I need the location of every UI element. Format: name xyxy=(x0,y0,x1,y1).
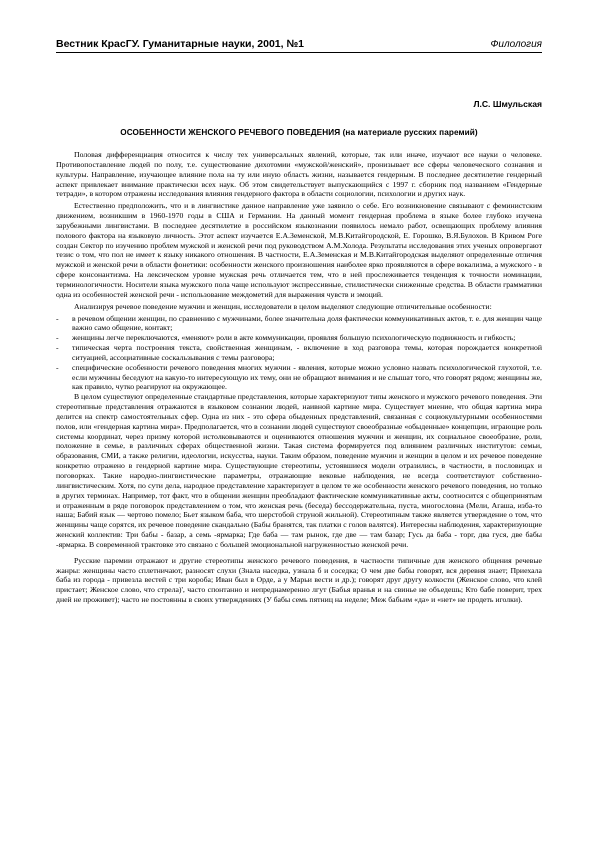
running-header xyxy=(56,34,542,53)
article-body xyxy=(56,150,542,607)
paragraph: Половая дифференциация относится к числу тех универсальных явлений, которые, так или иначе, изучают все науки о человеке. Противопоставление людей по полу, т.е. существование дихотомии «мужской/женский», пронизывает все сферы человеческого сознания и культуры. Направление, изучающее влияние пола на ту или иную область жизни, называется гендерным. В последнее десятилетие гендерный аспект привлекает внимание практически всех наук. Об этом свидетельствует выпускающийся с 1997 г. сборник под названием «Гендерные тетради», в котором отражены исследования влияния гендерного фактора в области социологии, психологии и других наук. xyxy=(56,150,542,199)
list-dash: - xyxy=(56,313,59,323)
paragraph: Естественно предположить, что и в лингвистике данное направление уже заявило о себе. Его возникновение связывают с феминистским движением, возникшим в 1960-1970 годы в США и Германии. На данный момент гендерная проблема в языке более глубоко изучена зарубежными лингвистами. В последнее десятилетие в российском языкознании появилось немало работ, освещающих проблему влияния полового фактора на языковую личность. Этот аспект изучается Е.А.Земенской, М.В.Китайгородской, Е. Горошко, В.Я.Булохов. В Кривом Роге создан Сектор по изучению проблем мужской и женской речи под руководством А.М.Холода. Результаты исследования этих ученых опровергают тезис о том, что пол не имеет к языку никакого отношения. В частности, Е.А.Земенская и М.В.Китайгородская выделяют определенные отличия мужской и женской речи в области фонетики: особенности женского произношения наиболее ярко проявляются в сфере вокализма, а мужского - в сфере консонантизма. На лексическом уровне мужская речь отличается тем, что в ней прослеживается тенденция к точности номинации, терминологичности. Носители языка мужского пола чаще используют экспрессивные, стилистически сниженные средства. В области грамматики одна из особенностей женской речи - использование междометий для выражения чувств и эмоций. xyxy=(56,201,542,299)
paragraph: В целом существуют определенные стандартные представления, которые характеризуют типы женского и мужского речевого поведения. Эти стереотипные представления отражаются в языковом сознании людей, наивной картине мира. Существует мнение, что общая картина мира делится на спектр самостоятельных сфер. Одна из них - это сфера обыденных представлений, связанная с социокультурными особенностями полов, или «гендерная картина мира». Предполагается, что в сознании людей существуют своеобразные «обыденные» концепции, играющие роль системы координат, через призму которой истолковываются и оцениваются отношения мужчин и женщин, их социальное своеобразие, роли, положение в семье, в различных сферах общественной жизни. Такая система формируется под влиянием различных институтов: семьи, образования, СМИ, а также религии, идеологии, искусства, науки. Таким образом, поведение мужчин и женщин в целом и их речевое поведение конкретно отражено в гендерной картине мира. Существующие стереотипы, устоявшиеся модели отразились, в частности, в пословицах и поговорках. Такие народно-лингвистические параметры, отражающие вековые наблюдения, не всегда соответствуют собственно-лингвистическим. Хотя, по сути дела, народное представление характеризует в целом те же особенности женского речевого поведения, но только в других терминах. Например, тот факт, что в общении женщин преобладают фактические коммуникативные акты, соотносится с общепринятым и отраженным в ряде поговорок представлением о том, что женская речь (беседа) бессодержательна, пуста, многословна (Мели, Агаша, изба-то наша; Бабий язык — чертово помело; Бьет языком баба, что шерстобой струной жильной). Стереотипным также является утверждение о том, что женщины чаще сорятся, их речевое поведение скандально (Бабы бранятся, так платки с голов валятся). Интересны наблюдения, характеризующие женский коллектив: Три бабы - базар, а семь -ярмарка; Где баба — там рынок, где две — там базар; Гусь да баба - торг, два гуся, две бабы -ярмарка. В современной трактовке это связано с большей эмоциональной нагруженностью женской речи. xyxy=(56,392,542,549)
author-name: Л.С. Шмульская xyxy=(473,99,542,109)
paragraph: Русские паремии отражают и другие стереотипы женского речевого поведения, в частности типичные для женского общения речевые жанры: женщины часто сплетничают, разносят слухи (Знала наседка, узнала б и соседка; О чем две бабы говорят, вся деревня знает; Приехала баба из города - привезла вестей с три короба; Иван был в Орде, а у Марьи вести и др.); говорят друг другу колкости (Женское слово, что клей пристает; Женское слово, что стрела)', часто спонтанно и непреднамеренно лгут (Бабья вранья и на свинье не объедешь; Кто бабе поверит, трех дней не проживет); часто не постоянны в своих утверждениях (У бабы семь пятниц на неделе; Меж бабьим «да» и «нет» не продеть иголки). xyxy=(56,555,542,605)
paragraph: Анализируя речевое поведение мужчин и женщин, исследователи в целом выделяют следующие отличительные особенности: xyxy=(74,301,492,311)
feature-list xyxy=(56,314,542,393)
list-dash: - xyxy=(56,362,59,372)
list-item xyxy=(56,333,542,343)
journal-title: Вестник КрасГУ. Гуманитарные науки, 2001, №1 xyxy=(56,38,305,50)
list-item-text: в речевом общении женщин, по сравнению с мужчинами, более значительна доля фактически коммуникативных актов, т. е. для женщин чаще важно само общение, контакт; xyxy=(72,313,542,333)
list-dash: - xyxy=(56,333,59,343)
list-item-text: женщины легче переключаются, «меняют» роли в акте коммуникации, проявляя большую психологическую подвижность и гибкость; xyxy=(72,333,516,343)
article-title: ОСОБЕННОСТИ ЖЕНСКОГО РЕЧЕВОГО ПОВЕДЕНИЯ (на материале русских паремий) xyxy=(120,128,478,137)
list-item-text: типическая черта построения текста, свойственная женщинам, - включение в ход разговора темы, которая порождается конкретной ситуацией, ассоциативные соскальзывания с темы разговора; xyxy=(72,343,542,362)
list-dash: - xyxy=(56,343,59,353)
list-item xyxy=(56,343,542,363)
list-item xyxy=(56,314,542,334)
section-name: Филология xyxy=(490,39,542,50)
list-item xyxy=(56,363,542,393)
list-item-text: специфические особенности речевого поведения многих мужчин - явления, которые можно условно назвать психологической глухотой, т.е. если мужчины беседуют на какую-то интересующую их тему, они не обращают внимания и не слышат того, что говорят рядом; женщины же, как правило, чутко реагируют на окружающее. xyxy=(72,362,542,392)
